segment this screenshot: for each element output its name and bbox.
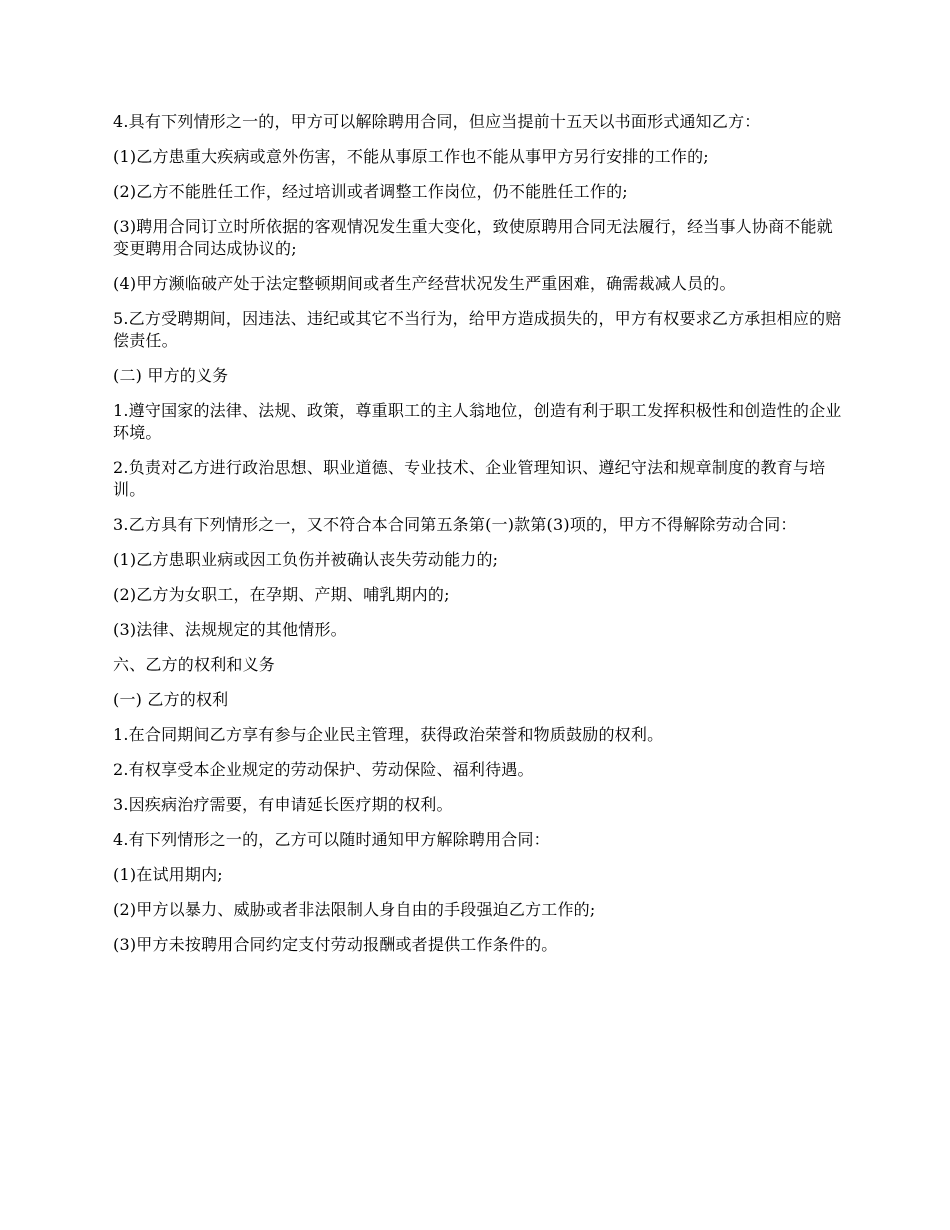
paragraph-obligation-3-item-1: (1)乙方患职业病或因工负伤并被确认丧失劳动能力的; <box>113 550 499 569</box>
paragraph-termination-notice: 4.具有下列情形之一的，甲方可以解除聘用合同，但应当提前十五天以书面形式通知乙方： <box>113 112 761 131</box>
paragraph-obligation-3: 3.乙方具有下列情形之一，又不符合本合同第五条第(一)款第(3)项的，甲方不得解除劳动合同： <box>113 515 797 534</box>
subsection-heading-party-b-rights: (一) 乙方的权利 <box>113 690 229 709</box>
paragraph-item-4-bankruptcy: (4)甲方濒临破产处于法定整顿期间或者生产经营状况发生严重困难，确需裁减人员的。 <box>113 274 736 293</box>
paragraph-right-4: 4.有下列情形之一的，乙方可以随时通知甲方解除聘用合同： <box>113 830 550 849</box>
paragraph-item-1-illness: (1)乙方患重大疾病或意外伤害，不能从事原工作也不能从事甲方另行安排的工作的; <box>113 147 709 166</box>
paragraph-obligation-3-item-2: (2)乙方为女职工，在孕期、产期、哺乳期内的; <box>113 585 450 604</box>
paragraph-obligation-1: 1.遵守国家的法律、法规、政策，尊重职工的主人翁地位，创造有利于职工发挥积极性和创造性的企业环境。 <box>113 401 842 442</box>
paragraph-right-3: 3.因疾病治疗需要，有申请延长医疗期的权利。 <box>113 795 453 814</box>
paragraph-item-2-incompetence: (2)乙方不能胜任工作，经过培训或者调整工作岗位，仍不能胜任工作的; <box>113 182 628 201</box>
paragraph-right-2: 2.有权享受本企业规定的劳动保护、劳动保险、福利待遇。 <box>113 760 534 779</box>
paragraph-right-1: 1.在合同期间乙方享有参与企业民主管理，获得政治荣誉和物质鼓励的权利。 <box>113 725 664 744</box>
paragraph-right-4-item-3: (3)甲方未按聘用合同约定支付劳动报酬或者提供工作条件的。 <box>113 935 558 954</box>
section-heading-party-b-rights-obligations: 六、乙方的权利和义务 <box>113 655 276 674</box>
paragraph-obligation-3-item-3: (3)法律、法规规定的其他情形。 <box>113 620 347 639</box>
paragraph-obligation-2: 2.负责对乙方进行政治思想、职业道德、专业技术、企业管理知识、遵纪守法和规章制度的教育与培训。 <box>113 458 826 499</box>
paragraph-item-3-circumstance-change: (3)聘用合同订立时所依据的客观情况发生重大变化，致使原聘用合同无法履行，经当事人协商不能就变更聘用合同达成协议的; <box>113 217 833 258</box>
paragraph-right-4-item-2: (2)甲方以暴力、威胁或者非法限制人身自由的手段强迫乙方工作的; <box>113 900 596 919</box>
paragraph-compensation-liability: 5.乙方受聘期间，因违法、违纪或其它不当行为，给甲方造成损失的，甲方有权要求乙方承担相应的赔偿责任。 <box>113 309 842 350</box>
document-body <box>113 111 843 969</box>
section-heading-party-a-obligations: (二) 甲方的义务 <box>113 366 229 385</box>
paragraph-right-4-item-1: (1)在试用期内; <box>113 865 223 884</box>
